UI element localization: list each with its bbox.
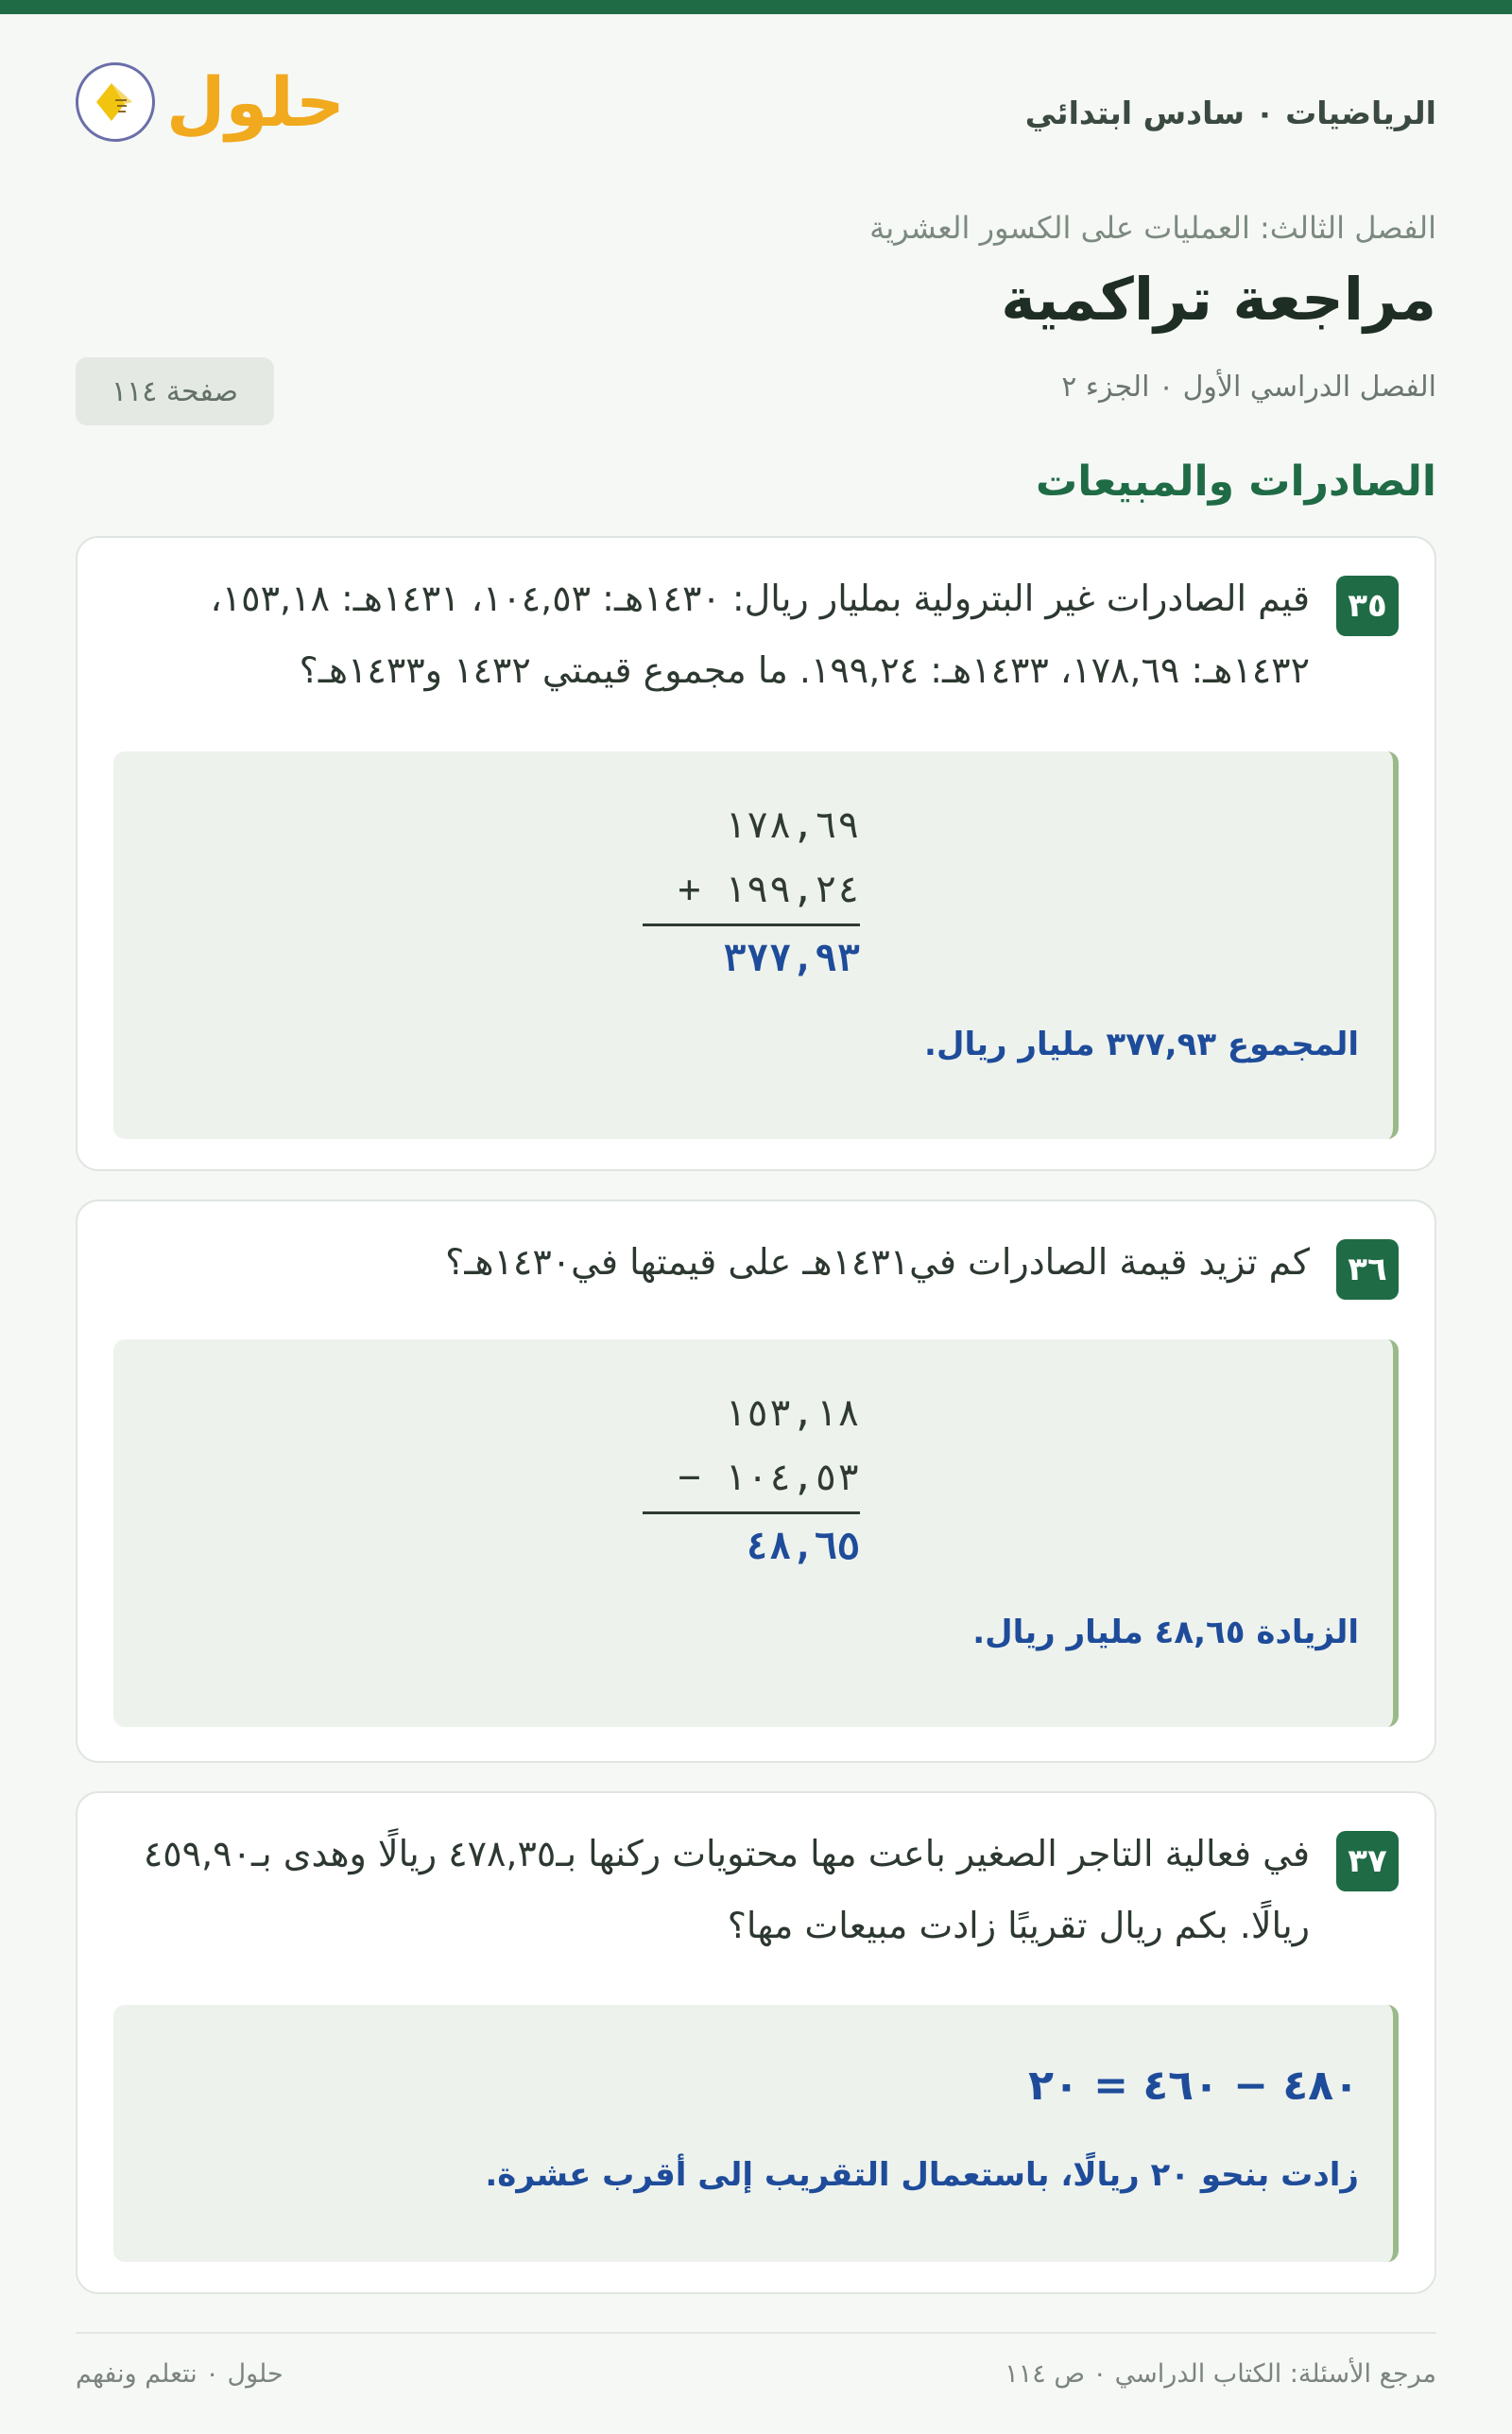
page-title: مراجعة تراكمية (1001, 265, 1436, 334)
logo-text: حلول (166, 62, 345, 142)
book-logo-icon (76, 62, 155, 142)
question-number: ٣٥ (1336, 576, 1399, 636)
operand-1: ١٧٨,٦٩ (723, 803, 860, 847)
answer-box (113, 751, 1399, 1139)
question-number: ٣٧ (1336, 1831, 1399, 1891)
semester-label: الفصل الدراسي الأول ٠ الجزء ٢ (1061, 371, 1436, 404)
question-text: قيم الصادرات غير البترولية بمليار ريال: ١٤٣٠هـ: ١٠٤,٥٣، ١٤٣١هـ: ١٥٣,١٨، ١٤٣٢هـ: ١٧٨,٦٩، ١٤٣٣هـ: ١٩٩,٢٤. ما مجموع قيمتي ١٤٣٢ و١٤٣٣هـ؟ (210, 578, 1310, 691)
answer-statement: زادت بنحو ٢٠ ريالًا، باستعمال التقريب إلى أقرب عشرة. (485, 2156, 1359, 2194)
question-text: كم تزيد قيمة الصادرات في١٤٣١هـ على قيمتها في١٤٣٠هـ؟ (445, 1241, 1310, 1283)
footer-reference: مرجع الأسئلة: الكتاب الدراسي ٠ ص ١١٤ (1005, 2359, 1436, 2389)
top-accent-bar (0, 0, 1512, 14)
question-card-37 (76, 1791, 1436, 2294)
footer-divider (76, 2332, 1436, 2334)
subject-label: الرياضيات ٠ سادس ابتدائي (1024, 95, 1436, 131)
brand-logo (76, 62, 345, 142)
result: ٣٧٧,٩٣ (723, 937, 860, 980)
operand-2: − ١٠٤,٥٣ (678, 1456, 860, 1499)
vertical-subtraction (643, 1381, 860, 1579)
answer-statement: الزيادة ٤٨,٦٥ مليار ريال. (972, 1614, 1359, 1651)
estimation-equation: ٤٨٠ − ٤٦٠ = ٢٠ (1028, 2062, 1359, 2110)
page-number-badge: صفحة ١١٤ (76, 357, 274, 425)
vertical-addition (643, 793, 860, 991)
answer-box (113, 2005, 1399, 2262)
question-card-36 (76, 1200, 1436, 1763)
answer-box (113, 1339, 1399, 1727)
footer-tagline: حلول ٠ نتعلم ونفهم (76, 2359, 284, 2389)
operand-2: + ١٩٩,٢٤ (678, 868, 860, 911)
operand-1: ١٥٣,١٨ (723, 1391, 860, 1435)
question-number: ٣٦ (1336, 1239, 1399, 1300)
chapter-label: الفصل الثالث: العمليات على الكسور العشرية (869, 210, 1436, 246)
answer-statement: المجموع ٣٧٧,٩٣ مليار ريال. (924, 1026, 1359, 1063)
result: ٤٨,٦٥ (746, 1525, 860, 1568)
question-card-35 (76, 536, 1436, 1171)
question-text: في فعالية التاجر الصغير باعت مها محتويات ركنها بـ٤٧٨,٣٥ ريالًا وهدى بـ٤٥٩,٩٠ ريالًا. بكم ريال تقريبًا زادت مبيعات مها؟ (143, 1833, 1310, 1946)
section-title: الصادرات والمبيعات (1036, 457, 1436, 506)
